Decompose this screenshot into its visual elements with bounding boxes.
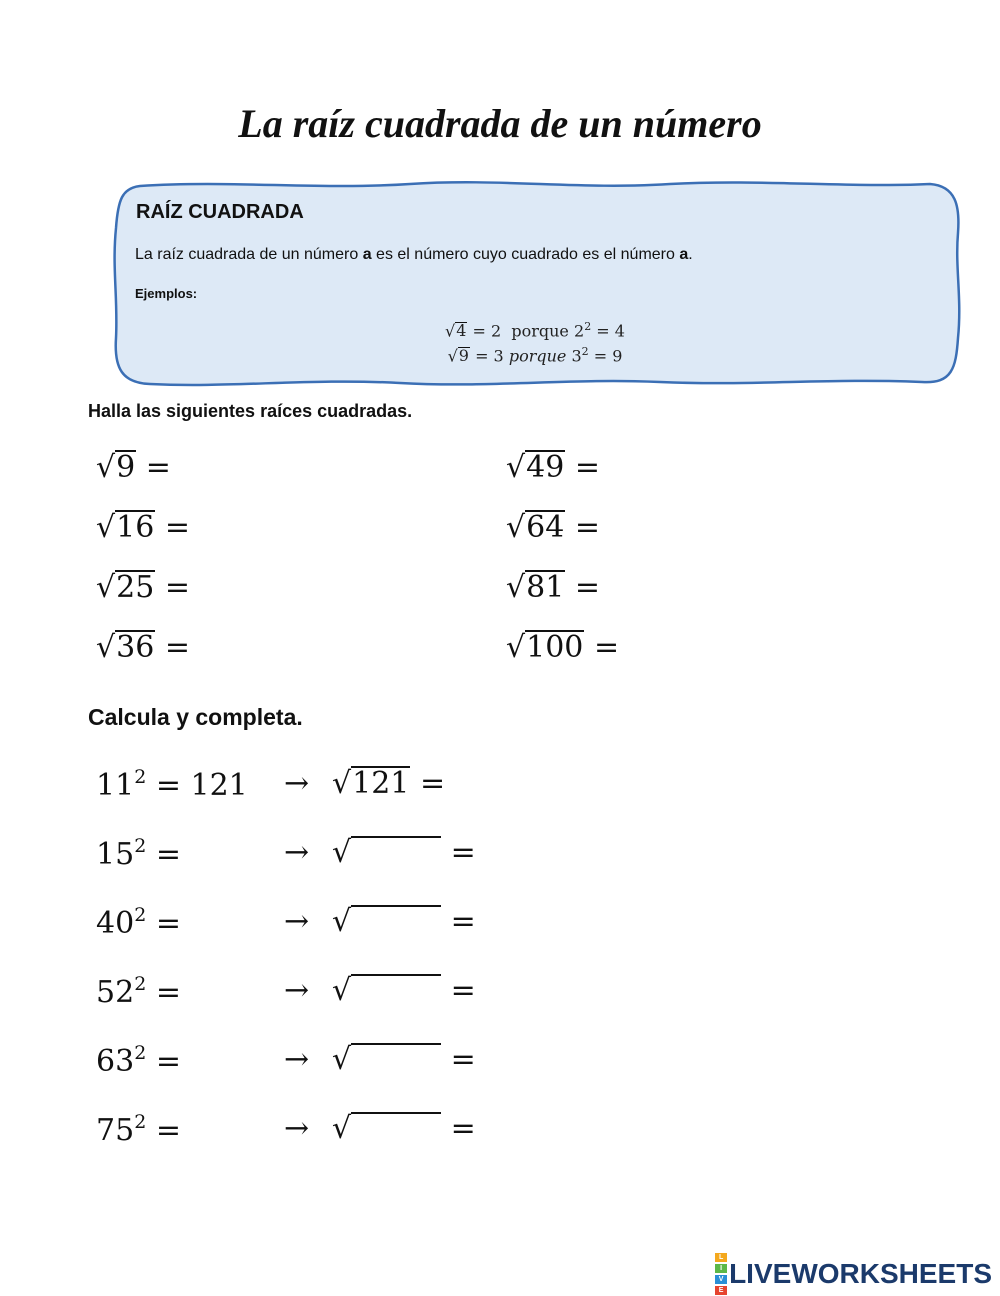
square-exercise: $52^2$ = [96,973,181,1010]
arrow: → [284,1111,310,1146]
root-exercise: √25 = [96,570,190,605]
radicand-blank[interactable] [351,974,441,1006]
radicand-blank[interactable] [351,905,441,937]
arrow: → [284,904,310,939]
arrow: → [284,973,310,1008]
arrow: → [284,766,310,801]
worksheet-title: La raíz cuadrada de un número [238,101,762,146]
root-answer: √ = [332,973,476,1008]
square-exercise: $11^2 = 121$ [96,766,248,803]
definition-heading: RAÍZ CUADRADA [136,201,304,223]
root-exercise: √64 = [506,510,600,545]
radicand-blank[interactable] [351,1043,441,1075]
square-exercise: $63^2$ = [96,1042,181,1079]
radicand-blank[interactable] [351,836,441,868]
root-exercise: √81 = [506,570,600,605]
root-exercise: √36 = [96,630,190,665]
root-answer: √ = [332,904,476,939]
root-answer: √ = [332,835,476,870]
root-answer: √ = [332,1042,476,1077]
liveworksheets-logo [715,1252,992,1296]
arrow: → [284,1042,310,1077]
example-2: √9 = 3 porque $3^2 = 9$ [447,345,623,366]
brand-name: LIVEWORKSHEETS [729,1258,992,1289]
root-answer: √121 = [332,766,446,801]
radicand-blank[interactable] [351,1112,441,1144]
examples-label: Ejemplos: [135,286,198,301]
square-exercise: $75^2$ = [96,1111,181,1148]
square-exercise: $40^2$ = [96,904,181,941]
root-answer: √ = [332,1111,476,1146]
instruction-square-roots: Halla las siguientes raíces cuadradas. [88,401,413,421]
root-exercise: √16 = [96,510,190,545]
square-exercise: $15^2$ = [96,835,181,872]
instruction-calculate: Calcula y completa. [88,704,303,730]
definition-text: La raíz cuadrada de un número a es el número cuyo cuadrado es el número a. [135,246,693,263]
live-blocks-icon: L I V E [715,1252,727,1296]
root-exercise: √49 = [506,450,600,485]
example-1: √4 = 2 porque $2^2 = 4$ [445,320,625,341]
root-exercise: √100 = [506,630,620,665]
arrow: → [284,835,310,870]
root-exercise: √9 = [96,450,171,485]
